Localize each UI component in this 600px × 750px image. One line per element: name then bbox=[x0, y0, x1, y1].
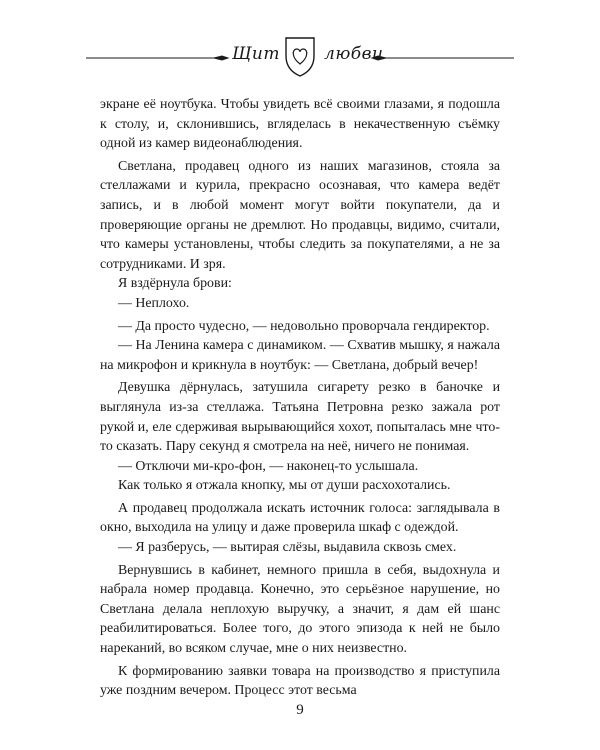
paragraph: А продавец продолжала искать источник голоса: заглядывала в окно, выходила на улицу и даже проверила шкаф с одеждой. bbox=[100, 500, 500, 536]
header-ornament bbox=[0, 28, 600, 78]
paragraph: — Отключи ми-кро-фон, — наконец-то услышала. bbox=[118, 458, 419, 474]
paragraph: Светлана, продавец одного из наших магазинов, стояла за стеллажами и курила, прекрасно осознавая, что камера ведёт запись, и в любой момент могут войти покупатели, да и проверяющие органы не дремлют. Но продавцы, видимо, считали, что камеры установлены, чтобы следить за покупателями, а не за сотрудниками. И зря. bbox=[100, 158, 500, 272]
page-body bbox=[100, 95, 500, 701]
paragraph: Я вздёрнула брови: bbox=[118, 276, 232, 292]
paragraph: — На Ленина камера с динамиком. — Схватив мышку, я нажала на микрофон и крикнула в ноутбук: — Светлана, добрый вечер! bbox=[100, 338, 500, 373]
paragraph: — Неплохо. bbox=[118, 295, 190, 311]
paragraph: Девушка дёрнулась, затушила сигарету резко в баночке и выглянула из-за стеллажа. Татьяна Петровна резко зажала рот рукой и, еле сдерживая вырывающийся хохот, попыталась мне что-то сказать. Пару секунд я смотрела на неё, ничего не понимая. bbox=[100, 380, 500, 455]
header-title-right: любви bbox=[324, 44, 384, 64]
paragraph: К формированию заявки товара на производство я приступила уже поздним вечером. Процесс этот весьма bbox=[100, 663, 500, 699]
running-header bbox=[0, 28, 600, 78]
header-title-left: Щит bbox=[232, 44, 280, 64]
page-number: 9 bbox=[296, 702, 304, 718]
left-rule bbox=[86, 56, 228, 60]
paragraph: Вернувшись в кабинет, немного пришла в себя, выдохнула и набрала номер продавца. Конечно, это серьёзное нарушение, но Светлана делала неплохую выручку, а значит, я дам ей шанс реабилитироваться. Более того, до этого эпизода к ней не было нареканий, во всяком случае, мне о них неизвестно. bbox=[100, 562, 500, 657]
paragraph: Как только я отжала кнопку, мы от души расхохотались. bbox=[118, 478, 451, 494]
right-rule bbox=[372, 56, 514, 60]
paragraph: экране её ноутбука. Чтобы увидеть всё своими глазами, я подошла к столу, и, склонившись, вгляделась в некачественную съёмку одной из камер видеонаблюдения. bbox=[100, 97, 500, 152]
heart-shield-icon bbox=[286, 38, 314, 76]
paragraph: — Да просто чудесно, — недовольно проворчала гендиректор. bbox=[118, 318, 490, 334]
paragraph: — Я разберусь, — вытирая слёзы, выдавила сквозь смех. bbox=[118, 540, 457, 556]
